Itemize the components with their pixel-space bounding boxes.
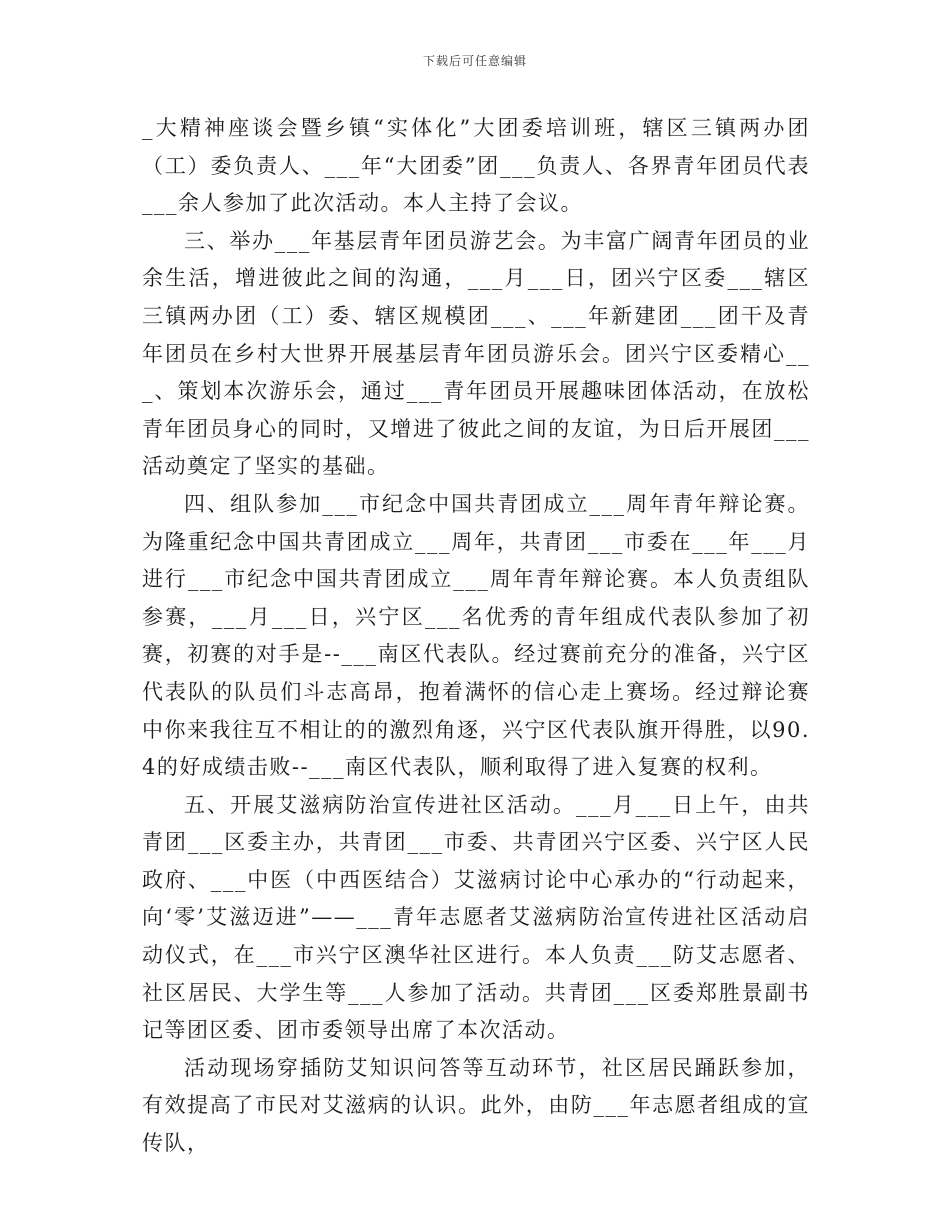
paragraph-section-3: 三、举办___年基层青年团员游艺会。为丰富广阔青年团员的业余生活，增进彼此之间的沟通，___月___日，团兴宁区委___辖区三镇两办团（工）委、辖区规模团___、___年新建团___团干及青年团员在乡村大世界开展基层青年团员游乐会。团兴宁区委精心___、策划本次游乐会，通过___青年团员开展趣味团体活动，在放松青年团员身心的同时，又增进了彼此之间的友谊，为日后开展团___活动奠定了坚实的基础。 (142, 228, 810, 479)
paragraph-activity-details: 活动现场穿插防艾知识问答等互动环节，社区居民踊跃参加，有效提高了市民对艾滋病的认识。此外，由防___年志愿者组成的宣传队， (142, 1055, 810, 1156)
paragraph-continuation: _大精神座谈会暨乡镇“实体化”大团委培训班，辖区三镇两办团（工）委负责人、___年“大团委”团___负责人、各界青年团员代表___余人参加了此次活动。本人主持了会议。 (142, 116, 810, 216)
paragraph-section-4: 四、组队参加___市纪念中国共青团成立___周年青年辩论赛。为隆重纪念中国共青团成立___周年，共青团___市委在___年___月进行___市纪念中国共青团成立___周年青年辩论赛。本人负责组队参赛，___月___日，兴宁区___名优秀的青年组成代表队参加了初赛，初赛的对手是--___南区代表队。经过赛前充分的准备，兴宁区代表队的队员们斗志高昂，抱着满怀的信心走上赛场。经过辩论赛中你来我往互不相让的的激烈角逐，兴宁区代表队旗开得胜，以90.4的好成绩击败--___南区代表队，顺利取得了进入复赛的权利。 (142, 491, 810, 780)
paragraph-section-5: 五、开展艾滋病防治宣传进社区活动。___月___日上午，由共青团___区委主办，共青团___市委、共青团兴宁区委、兴宁区人民政府、___中医（中西医结合）艾滋病讨论中心承办的“行动起来，向‘零’艾滋迈进”——___青年志愿者艾滋病防治宣传进社区活动启动仪式，在___市兴宁区澳华社区进行。本人负责___防艾志愿者、社区居民、大学生等___人参加了活动。共青团___区委郑胜景副书记等团区委、团市委领导出席了本次活动。 (142, 792, 810, 1043)
document-body (142, 110, 810, 1163)
page-header: 下载后可任意编辑 (422, 54, 527, 68)
